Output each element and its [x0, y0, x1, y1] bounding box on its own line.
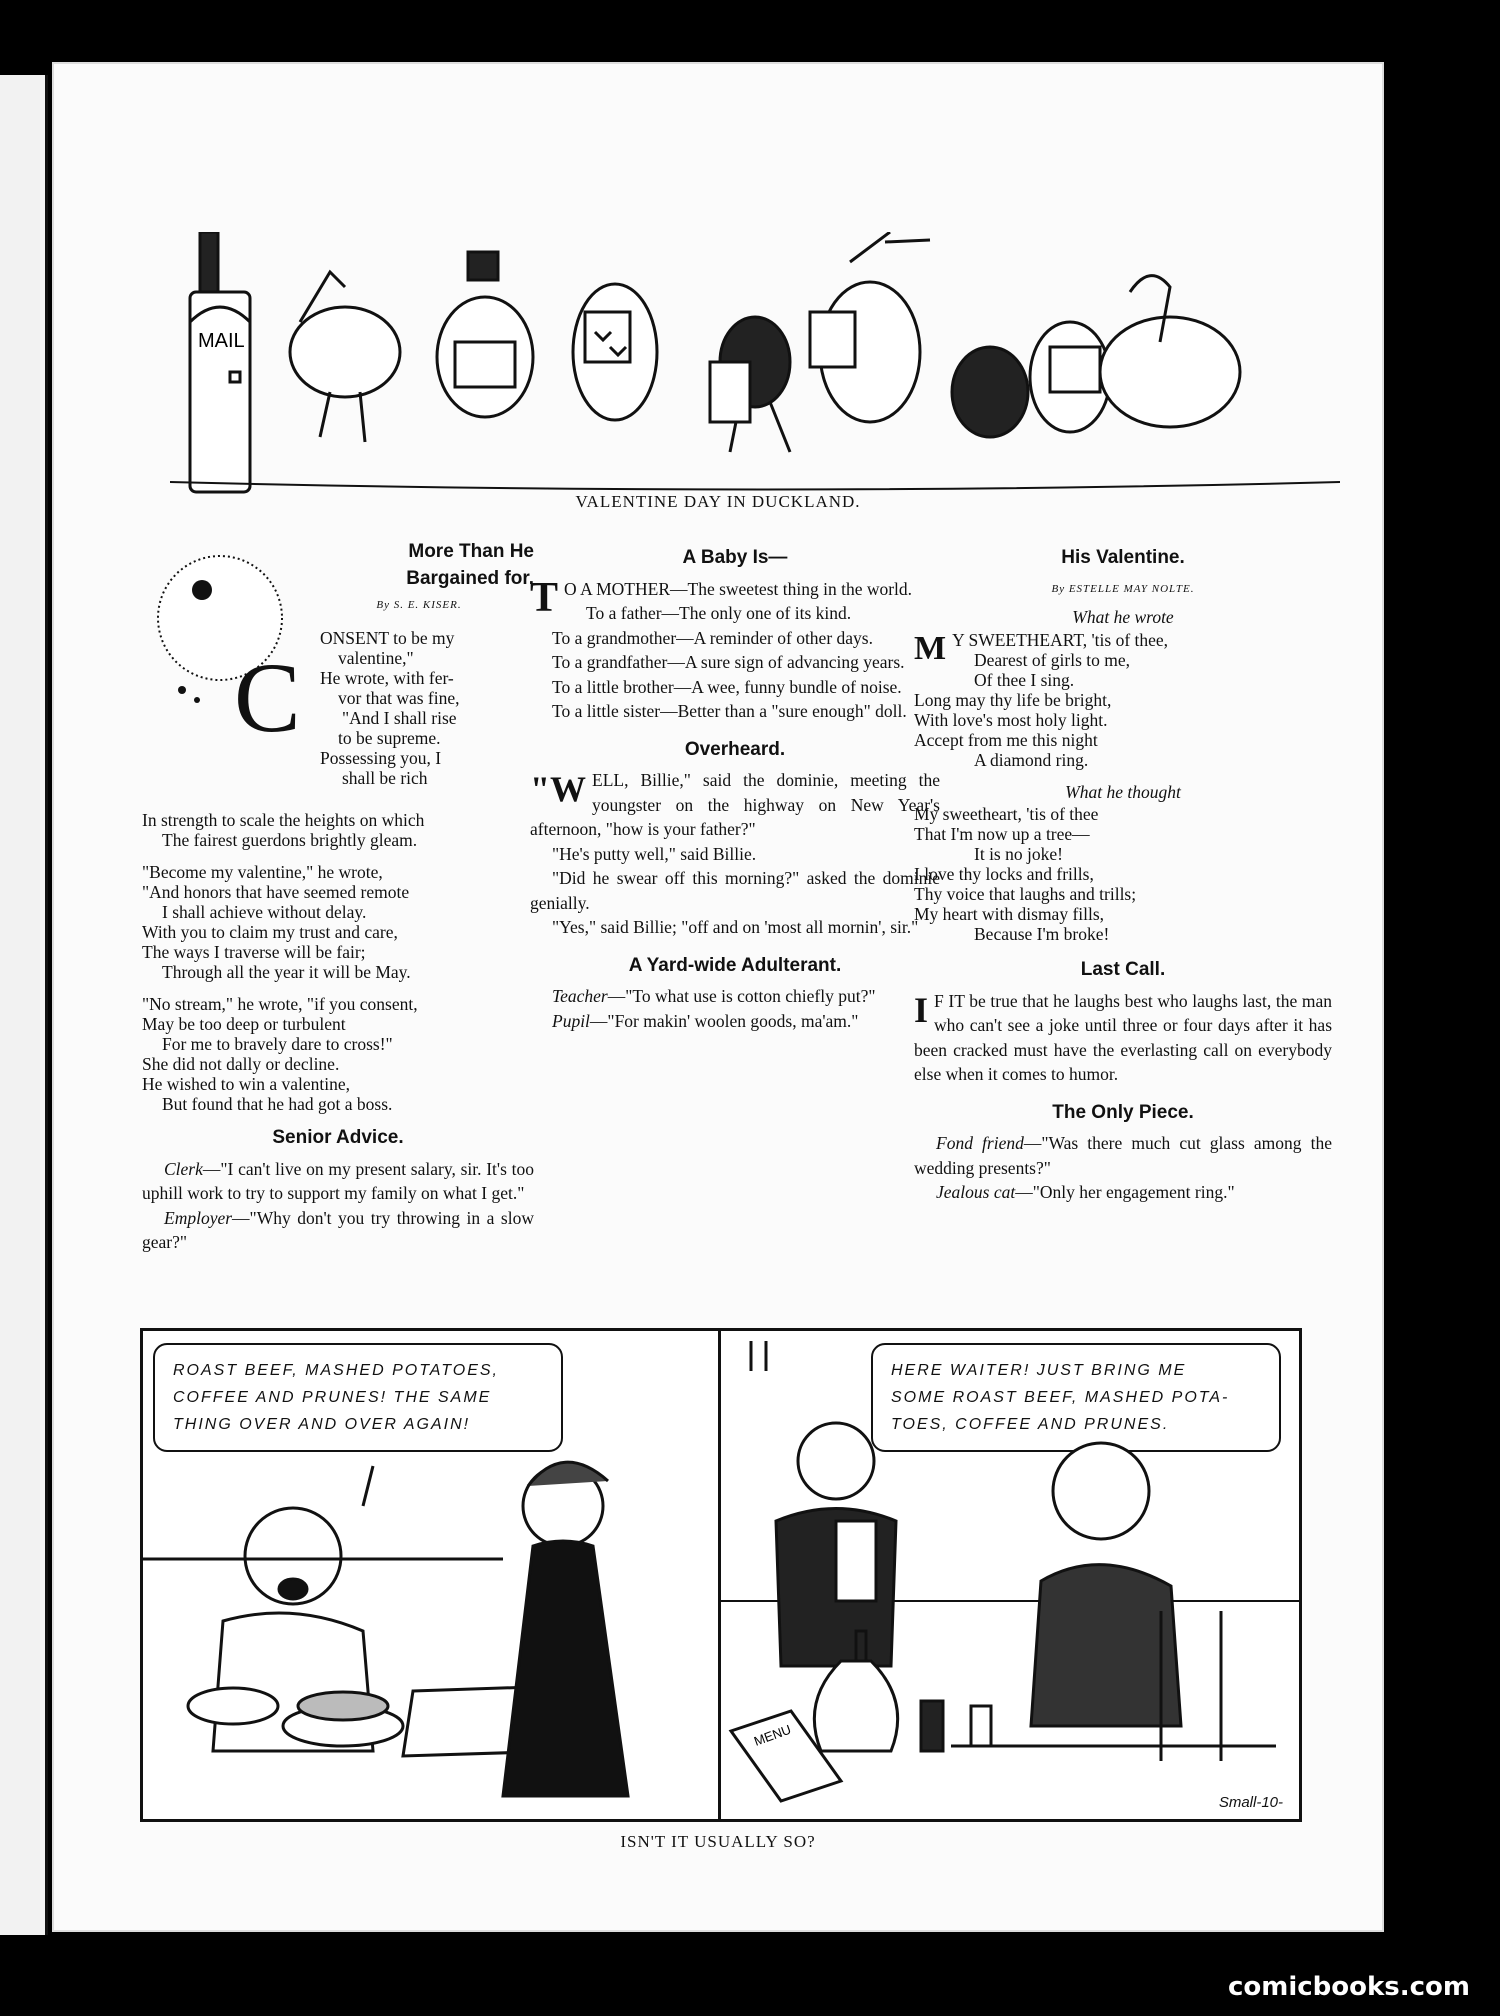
stanza-3: "No stream," he wrote, "if you consent, May be too deep or turbulent For me to bravely dare to cross!" She did not dally or decline. He wished to win a valentine, But found that he had got a boss.: [142, 994, 418, 1114]
title-his-valentine: His Valentine.: [1061, 547, 1185, 568]
watermark: comicbooks.com: [1227, 1972, 1470, 2002]
yard-p1: Teacher—"To what use is cotton chiefly put?": [552, 986, 876, 1006]
dropcap-c: C: [234, 642, 301, 753]
stanza-1-a: ONSENT to be my valentine," He wrote, with fer- vor that was fine, "And I shall rise to be supreme. Possessing you, I shall be rich: [320, 628, 460, 788]
title-yard-wide: A Yard-wide Adulterant.: [628, 954, 842, 976]
comic-left-drawing: [143, 1331, 721, 1819]
title-more-than-he: More Than He: [408, 541, 534, 562]
comic-panel-left: [140, 1328, 724, 1822]
comic-panel-right: [718, 1328, 1302, 1822]
duckland-illustration: [170, 232, 1340, 562]
title-overheard: Overheard.: [684, 738, 786, 760]
title-a-baby-is: A Baby Is—: [682, 547, 788, 568]
comic-caption: ISN'T IT USUALLY SO?: [620, 1832, 816, 1851]
senior-advice-p2: Employer—"Why don't you try throwing in a slow gear?": [142, 1207, 534, 1252]
baby-item: To a grandmother—A reminder of other days.: [552, 627, 873, 648]
only-piece-p2: Jealous cat—"Only her engagement ring.": [936, 1182, 1235, 1202]
comic-right-drawing: [721, 1331, 1299, 1819]
speech-bubble-right: HERE WAITER! JUST BRING ME SOME ROAST BEEF, MASHED POTA- TOES, COFFEE AND PRUNES.: [871, 1343, 1281, 1452]
subhead-what-he-wrote: What he wrote: [1072, 607, 1174, 627]
baby-item: To a little sister—Better than a "sure enough" doll.: [552, 701, 907, 721]
verse-what-he-thought: My sweetheart, 'tis of thee That I'm now up a tree— It is no joke! I love thy locks and frills, Thy voice that laughs and trills; My heart with dismay fills, Because I'm broke!: [914, 804, 1137, 944]
overheard-p1: "WELL, Billie," said the dominie, meeting the youngster on the highway on New Year's afternoon, "how is your father?": [530, 769, 940, 839]
artist-signature: Small-10-: [1218, 1794, 1283, 1811]
yard-p2: Pupil—"For makin' woolen goods, ma'am.": [552, 1010, 859, 1031]
stanza-2: "Become my valentine," he wrote, "And honors that have seemed remote I shall achieve without delay. With you to claim my trust and care, The ways I traverse will be fair; Through all the year it will be May.: [142, 862, 411, 982]
overheard-p4: "Yes," said Billie; "off and on 'most all mornin', sir.": [552, 917, 919, 937]
magazine-page: [52, 62, 1384, 1932]
adjacent-page-edge: [0, 75, 48, 1935]
overheard-p2: "He's putty well," said Billie.: [552, 843, 757, 864]
byline-nolte: By ESTELLE MAY NOLTE.: [1051, 582, 1195, 595]
overheard-p3: "Did he swear off this morning?" asked the dominie genially.: [530, 868, 940, 913]
only-piece-p1: Fond friend—"Was there much cut glass among the wedding presents?": [914, 1133, 1332, 1178]
title-only-piece: The Only Piece.: [1052, 1101, 1194, 1123]
stanza-1-b: In strength to scale the heights on which The fairest guerdons brightly gleam.: [142, 810, 425, 850]
byline-kiser: By S. E. KISER.: [376, 599, 462, 611]
baby-item: To a grandfather—A sure sign of advancing years.: [552, 652, 905, 672]
verse-what-he-wrote: M Y SWEETHEART, 'tis of thee, Dearest of girls to me, Of thee I sing. Long may thy life be bright, With love's most holy light. Accept from me this night A diamond ring.: [914, 629, 1169, 770]
senior-advice-p1: Clerk—"I can't live on my present salary, sir. It's too uphill work to try to support my family on what I get.": [142, 1158, 534, 1203]
baby-item: To a little brother—A wee, funny bundle of noise.: [552, 676, 902, 697]
last-call-p: I F IT be true that he laughs best who laughs last, the man who can't see a joke until three or four days after it has been cracked must have the everlasting call on everybody else when it comes to humor.: [914, 989, 1332, 1084]
top-illustration-caption: VALENTINE DAY IN DUCKLAND.: [575, 492, 861, 511]
subhead-what-he-thought: What he thought: [1065, 781, 1181, 802]
baby-item: To a father—The only one of its kind.: [586, 603, 852, 623]
menu-label: MENU: [751, 1721, 793, 1749]
column-2: [530, 540, 940, 1033]
title-bargained-for: Bargained for.: [406, 567, 534, 589]
column-3: [914, 540, 1332, 1205]
speech-bubble-left: ROAST BEEF, MASHED POTATOES, COFFEE AND PRUNES! THE SAME THING OVER AND OVER AGAIN!: [153, 1343, 563, 1452]
mailbox-label: MAIL: [198, 330, 245, 352]
baby-p1: T O A MOTHER—The sweetest thing in the world.: [530, 574, 913, 621]
title-last-call: Last Call.: [1080, 959, 1166, 980]
column-1: [142, 540, 534, 1255]
title-senior-advice: Senior Advice.: [272, 1127, 404, 1148]
